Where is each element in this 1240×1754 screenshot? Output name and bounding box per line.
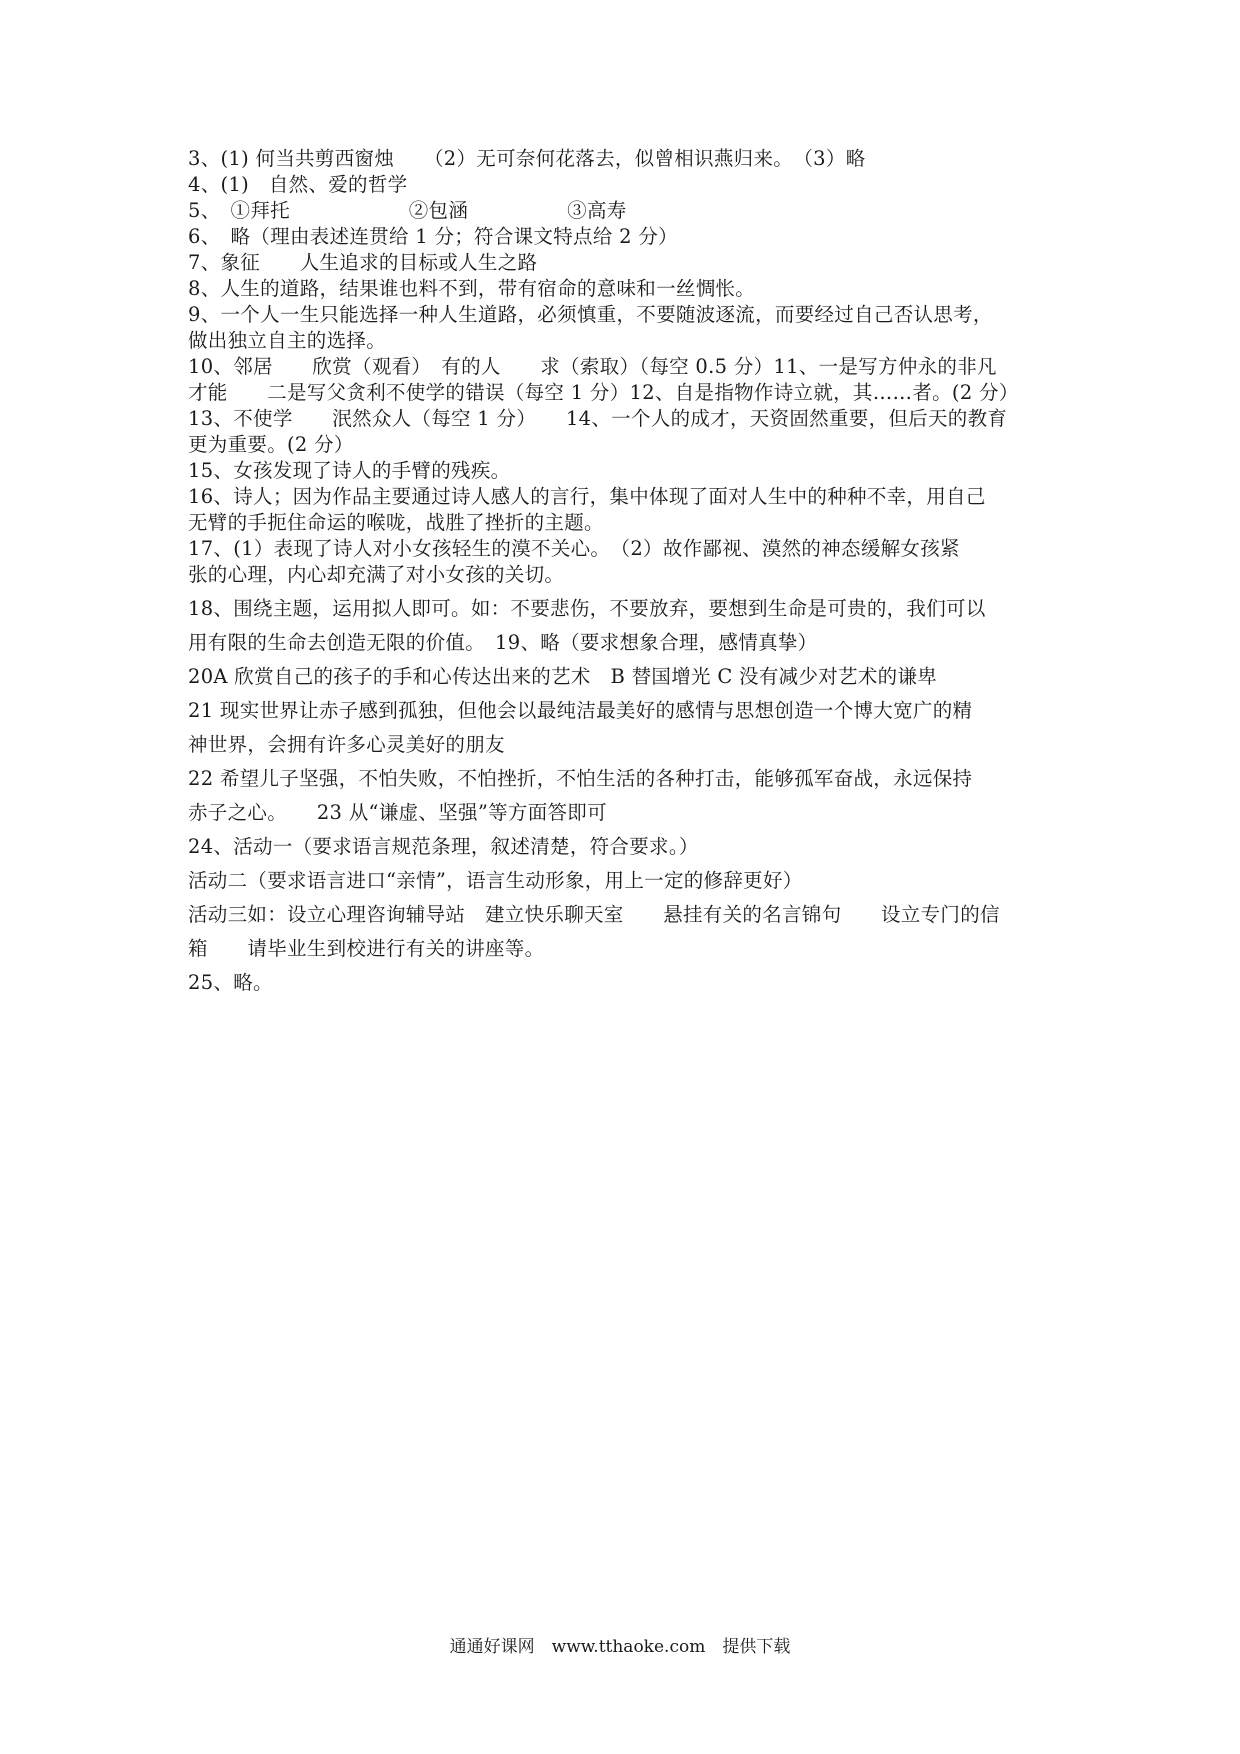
answer-line-11-12: 才能 二是写父贪利不使学的错误（每空 1 分）12、自是指物作诗立就，其……者。(2 分） (188, 381, 1019, 404)
answer-line-25: 25、略。 (188, 971, 273, 994)
answer-line-22-23: 赤子之心。 23 从“谦虚、坚强”等方面答即可 (188, 801, 607, 824)
answer-line-10-11: 10、邻居 欣赏（观看） 有的人 求（索取）（每空 0.5 分）11、一是写方仲永的非凡 (188, 355, 997, 378)
answer-line-16-cont: 无臂的手扼住命运的喉咙，战胜了挫折的主题。 (188, 511, 604, 534)
answer-line-4: 4、(1) 自然、爱的哲学 (188, 173, 408, 196)
answer-sheet (188, 146, 1068, 1000)
answer-line-22: 22 希望儿子坚强，不怕失败，不怕挫折，不怕生活的各种打击，能够孤军奋战，永远保持 (188, 767, 973, 790)
answer-line-17: 17、(1）表现了诗人对小女孩轻生的漠不关心。 （2）故作鄙视、漠然的神态缓解女孩紧 (188, 537, 960, 560)
answer-line-18: 18、围绕主题，运用拟人即可。如：不要悲伤，不要放弃，要想到生命是可贵的，我们可以 (188, 597, 986, 620)
answer-line-21: 21 现实世界让赤子感到孤独，但他会以最纯洁最美好的感情与思想创造一个博大宽广的精 (188, 699, 973, 722)
answer-line-16: 16、诗人；因为作品主要通过诗人感人的言行，集中体现了面对人生中的种种不幸，用自己 (188, 485, 986, 508)
answer-line-13-14: 13、不使学 泯然众人（每空 1 分） 14、一个人的成才，天资固然重要，但后天的教育 (188, 407, 1008, 430)
answer-line-21-cont: 神世界，会拥有许多心灵美好的朋友 (188, 733, 505, 756)
answer-line-activity-2: 活动二（要求语言进口“亲情”，语言生动形象，用上一定的修辞更好） (188, 869, 803, 892)
answer-line-9: 9、一个人一生只能选择一种人生道路，必须慎重，不要随波逐流，而要经过自己否认思考， (188, 303, 993, 326)
answer-line-7: 7、象征 人生追求的目标或人生之路 (188, 251, 538, 274)
answer-line-18-19: 用有限的生命去创造无限的价值。 19、略（要求想象合理，感情真挚） (188, 631, 818, 654)
answer-line-9-cont: 做出独立自主的选择。 (188, 329, 387, 352)
answer-line-5: 5、 ①拜托 ②包涵 ③高寿 (188, 199, 627, 222)
answer-line-20: 20A 欣赏自己的孩子的手和心传达出来的艺术 B 替国增光 C 没有减少对艺术的谦卑 (188, 665, 938, 688)
answer-line-8: 8、人生的道路，结果谁也料不到，带有宿命的意味和一丝惆怅。 (188, 277, 756, 300)
answer-line-17-cont: 张的心理，内心却充满了对小女孩的关切。 (188, 563, 565, 586)
answer-line-15: 15、女孩发现了诗人的手臂的残疾。 (188, 459, 511, 482)
answer-line-24: 24、活动一（要求语言规范条理，叙述清楚，符合要求。） (188, 835, 699, 858)
answer-line-14-cont: 更为重要。(2 分） (188, 433, 354, 456)
answer-line-activity-3: 活动三如：设立心理咨询辅导站 建立快乐聊天室 悬挂有关的名言锦句 设立专门的信 (188, 903, 1000, 926)
answer-line-activity-3-cont: 箱 请毕业生到校进行有关的讲座等。 (188, 937, 545, 960)
answer-line-3: 3、(1) 何当共剪西窗烛 （2）无可奈何花落去，似曾相识燕归来。 （3）略 (188, 147, 866, 170)
answer-line-6: 6、 略（理由表述连贯给 1 分；符合课文特点给 2 分） (188, 225, 678, 248)
page-footer: 通通好课网 www.tthaoke.com 提供下载 (449, 1637, 791, 1657)
